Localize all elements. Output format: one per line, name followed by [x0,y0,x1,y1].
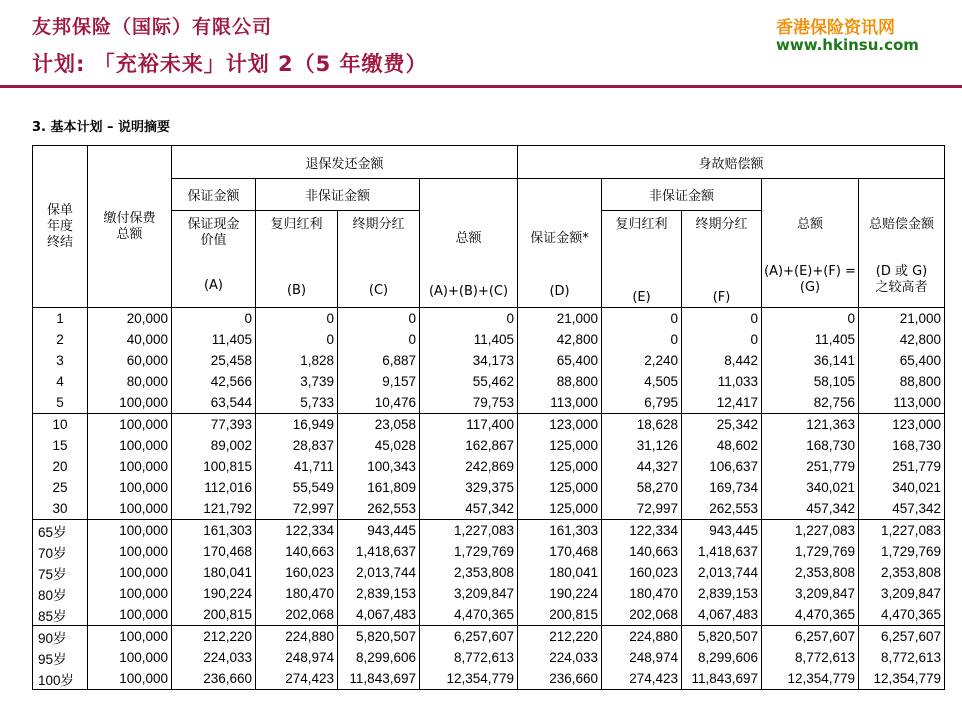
value-cell: 180,470 [602,583,682,604]
value-cell: 42,800 [518,329,602,350]
value-cell: 100,000 [88,392,172,414]
value-cell: 457,342 [762,498,859,520]
plan-title: 计划: 「充裕未来」计划 2（5 年缴费） [32,52,428,76]
value-cell: 4,470,365 [762,604,859,626]
col-total1-header: 总额 (A)+(B)+(C) [420,179,518,308]
value-cell: 100,000 [88,541,172,562]
value-cell: 2,353,808 [762,562,859,583]
value-cell: 5,820,507 [682,626,762,648]
table-row [33,308,945,330]
value-cell: 100,000 [88,498,172,520]
value-cell: 168,730 [859,435,945,456]
value-cell: 140,663 [256,541,338,562]
table-row [33,498,945,520]
value-cell: 262,553 [338,498,420,520]
value-cell: 25,342 [682,414,762,436]
value-cell: 8,772,613 [762,647,859,668]
year-cell: 2 [33,329,88,350]
non-guaranteed-subheader-2: 非保证金额 [602,179,762,211]
value-cell: 125,000 [518,435,602,456]
value-cell: 65,400 [859,350,945,371]
value-cell: 274,423 [602,668,682,690]
value-cell: 79,753 [420,392,518,414]
value-cell: 125,000 [518,477,602,498]
table-row [33,668,945,690]
value-cell: 18,628 [602,414,682,436]
value-cell: 106,637 [682,456,762,477]
value-cell: 1,729,769 [859,541,945,562]
value-cell: 457,342 [420,498,518,520]
year-cell: 90岁 [33,626,88,648]
value-cell: 1,828 [256,350,338,371]
value-cell: 4,067,483 [338,604,420,626]
value-cell: 169,734 [682,477,762,498]
value-cell: 274,423 [256,668,338,690]
value-cell: 8,442 [682,350,762,371]
table-row [33,647,945,668]
value-cell: 2,240 [602,350,682,371]
year-cell: 10 [33,414,88,436]
value-cell: 10,476 [338,392,420,414]
value-cell: 65,400 [518,350,602,371]
table-body [33,308,945,690]
value-cell: 160,023 [602,562,682,583]
value-cell: 42,800 [859,329,945,350]
year-cell: 25 [33,477,88,498]
value-cell: 248,974 [602,647,682,668]
value-cell: 125,000 [518,498,602,520]
value-cell: 2,013,744 [682,562,762,583]
value-cell: 2,013,744 [338,562,420,583]
death-group-header: 身故赔偿额 [518,146,945,179]
value-cell: 212,220 [172,626,256,648]
value-cell: 40,000 [88,329,172,350]
value-cell: 100,000 [88,626,172,648]
value-cell: 16,949 [256,414,338,436]
col-total2-header: 总额 (A)+(E)+(F) = (G) [762,179,859,308]
value-cell: 121,792 [172,498,256,520]
value-cell: 21,000 [859,308,945,330]
table-row [33,541,945,562]
col-premium-header: 缴付保费 总额 [88,146,172,308]
value-cell: 162,867 [420,435,518,456]
header-divider [0,85,962,88]
value-cell: 122,334 [602,520,682,542]
value-cell: 72,997 [602,498,682,520]
value-cell: 12,354,779 [859,668,945,690]
col-a-header: 保证现金 价值 (A) [172,211,256,308]
value-cell: 113,000 [518,392,602,414]
table-row [33,350,945,371]
value-cell: 242,869 [420,456,518,477]
table-row [33,329,945,350]
value-cell: 100,000 [88,562,172,583]
table-row [33,520,945,542]
year-cell: 3 [33,350,88,371]
non-guaranteed-subheader-1: 非保证金额 [256,179,420,211]
value-cell: 340,021 [859,477,945,498]
value-cell: 11,405 [420,329,518,350]
col-year-header: 保单 年度 终结 [33,146,88,308]
value-cell: 2,353,808 [859,562,945,583]
table-row [33,477,945,498]
year-cell: 75岁 [33,562,88,583]
value-cell: 5,820,507 [338,626,420,648]
value-cell: 1,729,769 [762,541,859,562]
value-cell: 44,327 [602,456,682,477]
value-cell: 100,000 [88,414,172,436]
value-cell: 329,375 [420,477,518,498]
value-cell: 168,730 [762,435,859,456]
value-cell: 21,000 [518,308,602,330]
value-cell: 251,779 [859,456,945,477]
guaranteed-subheader: 保证金额 [172,179,256,211]
value-cell: 3,209,847 [859,583,945,604]
value-cell: 123,000 [518,414,602,436]
value-cell: 943,445 [338,520,420,542]
value-cell: 457,342 [859,498,945,520]
col-c-header: 终期分红 (C) [338,211,420,308]
value-cell: 190,224 [518,583,602,604]
value-cell: 3,739 [256,371,338,392]
value-cell: 224,880 [256,626,338,648]
value-cell: 63,544 [172,392,256,414]
col-d-header: 保证金额* (D) [518,179,602,308]
value-cell: 140,663 [602,541,682,562]
value-cell: 2,839,153 [338,583,420,604]
value-cell: 248,974 [256,647,338,668]
table-row [33,414,945,436]
value-cell: 100,000 [88,456,172,477]
year-cell: 1 [33,308,88,330]
year-cell: 20 [33,456,88,477]
value-cell: 60,000 [88,350,172,371]
surrender-group-header: 退保发还金额 [172,146,518,179]
value-cell: 224,880 [602,626,682,648]
watermark-url: www.hkinsu.com [776,36,919,54]
value-cell: 11,033 [682,371,762,392]
value-cell: 0 [338,308,420,330]
value-cell: 25,458 [172,350,256,371]
value-cell: 100,815 [172,456,256,477]
year-cell: 30 [33,498,88,520]
value-cell: 123,000 [859,414,945,436]
value-cell: 180,470 [256,583,338,604]
value-cell: 77,393 [172,414,256,436]
value-cell: 5,733 [256,392,338,414]
section-title: 3. 基本计划 – 说明摘要 [32,120,171,135]
col-e-header: 复归红利 (E) [602,211,682,308]
company-name: 友邦保险（国际）有限公司 [32,16,273,38]
value-cell: 28,837 [256,435,338,456]
value-cell: 262,553 [682,498,762,520]
col-f-header: 终期分红 (F) [682,211,762,308]
value-cell: 100,000 [88,604,172,626]
value-cell: 11,843,697 [338,668,420,690]
col-total-death-header: 总赔偿金额 (D 或 G) 之较高者 [859,179,945,308]
value-cell: 6,887 [338,350,420,371]
value-cell: 6,257,607 [420,626,518,648]
value-cell: 6,795 [602,392,682,414]
value-cell: 20,000 [88,308,172,330]
value-cell: 34,173 [420,350,518,371]
value-cell: 117,400 [420,414,518,436]
value-cell: 41,711 [256,456,338,477]
value-cell: 113,000 [859,392,945,414]
value-cell: 1,227,083 [762,520,859,542]
value-cell: 48,602 [682,435,762,456]
illustration-table [32,145,945,690]
value-cell: 3,209,847 [762,583,859,604]
value-cell: 42,566 [172,371,256,392]
value-cell: 100,000 [88,668,172,690]
value-cell: 0 [256,329,338,350]
value-cell: 212,220 [518,626,602,648]
value-cell: 180,041 [518,562,602,583]
year-cell: 100岁 [33,668,88,690]
value-cell: 9,157 [338,371,420,392]
value-cell: 1,227,083 [420,520,518,542]
value-cell: 58,270 [602,477,682,498]
table-row [33,604,945,626]
value-cell: 3,209,847 [420,583,518,604]
value-cell: 11,405 [172,329,256,350]
value-cell: 4,067,483 [682,604,762,626]
value-cell: 0 [338,329,420,350]
year-cell: 4 [33,371,88,392]
value-cell: 1,227,083 [859,520,945,542]
value-cell: 170,468 [172,541,256,562]
value-cell: 2,353,808 [420,562,518,583]
value-cell: 170,468 [518,541,602,562]
value-cell: 0 [602,329,682,350]
year-cell: 70岁 [33,541,88,562]
value-cell: 0 [682,329,762,350]
value-cell: 45,028 [338,435,420,456]
value-cell: 12,354,779 [762,668,859,690]
value-cell: 6,257,607 [859,626,945,648]
value-cell: 8,772,613 [420,647,518,668]
value-cell: 4,470,365 [420,604,518,626]
value-cell: 202,068 [602,604,682,626]
value-cell: 112,016 [172,477,256,498]
value-cell: 11,405 [762,329,859,350]
value-cell: 100,000 [88,435,172,456]
value-cell: 943,445 [682,520,762,542]
value-cell: 8,299,606 [338,647,420,668]
value-cell: 8,299,606 [682,647,762,668]
value-cell: 236,660 [518,668,602,690]
value-cell: 200,815 [172,604,256,626]
value-cell: 4,505 [602,371,682,392]
value-cell: 12,417 [682,392,762,414]
value-cell: 0 [420,308,518,330]
value-cell: 200,815 [518,604,602,626]
table-row [33,456,945,477]
value-cell: 0 [762,308,859,330]
value-cell: 100,000 [88,647,172,668]
value-cell: 12,354,779 [420,668,518,690]
table-row [33,392,945,414]
value-cell: 161,809 [338,477,420,498]
value-cell: 180,041 [172,562,256,583]
value-cell: 80,000 [88,371,172,392]
value-cell: 82,756 [762,392,859,414]
value-cell: 31,126 [602,435,682,456]
col-b-header: 复归红利 (B) [256,211,338,308]
value-cell: 160,023 [256,562,338,583]
year-cell: 95岁 [33,647,88,668]
value-cell: 100,000 [88,583,172,604]
value-cell: 55,549 [256,477,338,498]
value-cell: 8,772,613 [859,647,945,668]
year-cell: 65岁 [33,520,88,542]
value-cell: 224,033 [172,647,256,668]
table-row [33,583,945,604]
value-cell: 190,224 [172,583,256,604]
value-cell: 88,800 [859,371,945,392]
value-cell: 6,257,607 [762,626,859,648]
value-cell: 251,779 [762,456,859,477]
value-cell: 161,303 [172,520,256,542]
value-cell: 161,303 [518,520,602,542]
value-cell: 0 [172,308,256,330]
value-cell: 1,729,769 [420,541,518,562]
value-cell: 340,021 [762,477,859,498]
year-cell: 80岁 [33,583,88,604]
value-cell: 0 [602,308,682,330]
value-cell: 100,000 [88,477,172,498]
value-cell: 236,660 [172,668,256,690]
value-cell: 23,058 [338,414,420,436]
value-cell: 122,334 [256,520,338,542]
value-cell: 4,470,365 [859,604,945,626]
year-cell: 85岁 [33,604,88,626]
value-cell: 1,418,637 [682,541,762,562]
year-cell: 5 [33,392,88,414]
value-cell: 125,000 [518,456,602,477]
value-cell: 0 [682,308,762,330]
table-row [33,435,945,456]
value-cell: 100,343 [338,456,420,477]
table-row [33,562,945,583]
value-cell: 2,839,153 [682,583,762,604]
year-cell: 15 [33,435,88,456]
value-cell: 55,462 [420,371,518,392]
value-cell: 58,105 [762,371,859,392]
value-cell: 224,033 [518,647,602,668]
value-cell: 1,418,637 [338,541,420,562]
value-cell: 0 [256,308,338,330]
table-row [33,626,945,648]
value-cell: 72,997 [256,498,338,520]
value-cell: 11,843,697 [682,668,762,690]
table-row [33,371,945,392]
value-cell: 100,000 [88,520,172,542]
value-cell: 36,141 [762,350,859,371]
value-cell: 202,068 [256,604,338,626]
value-cell: 121,363 [762,414,859,436]
value-cell: 89,002 [172,435,256,456]
value-cell: 88,800 [518,371,602,392]
watermark-name: 香港保险资讯网 [776,18,895,38]
